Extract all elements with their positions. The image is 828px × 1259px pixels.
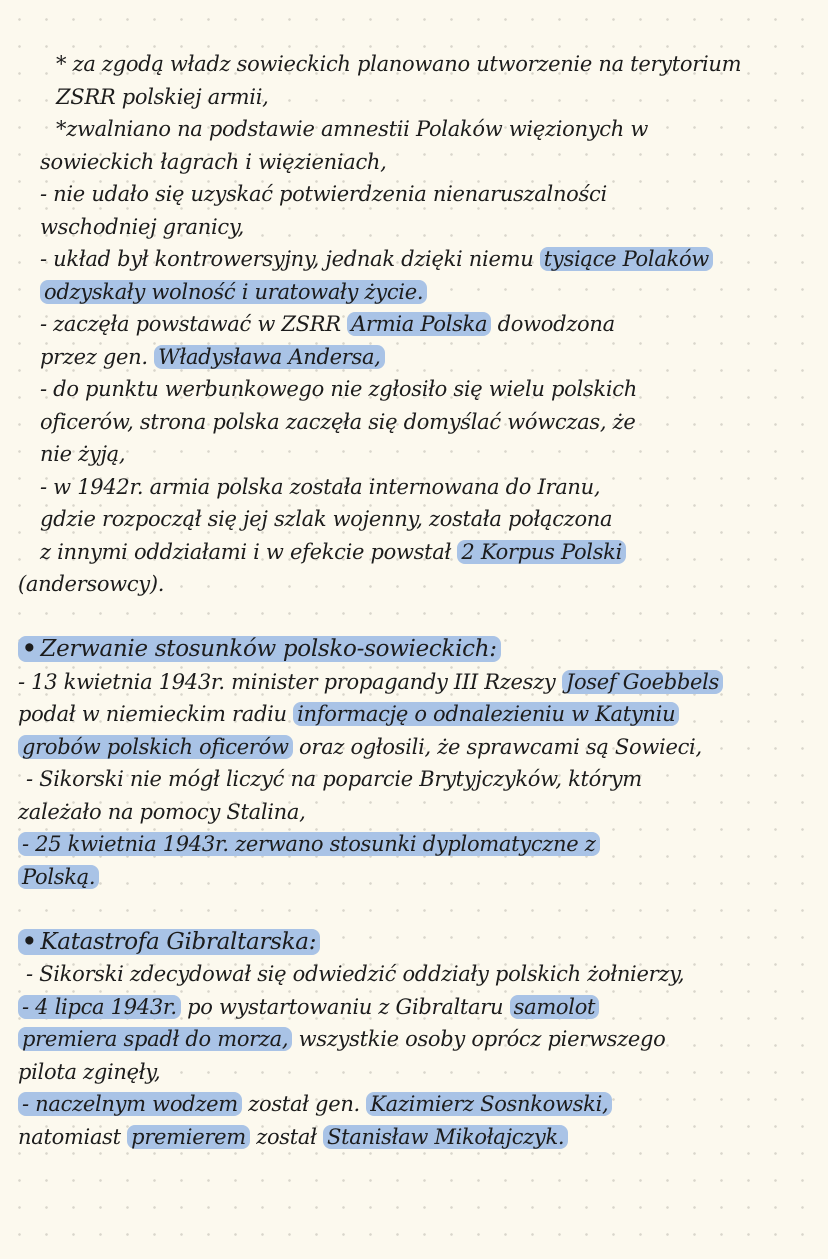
note-line	[18, 828, 798, 861]
note-line	[18, 438, 798, 471]
highlight: informację o odnalezieniu w Katyniu	[293, 702, 679, 726]
text: po wystartowaniu z Gibraltaru	[180, 994, 510, 1019]
text: gdzie rozpoczął się jej szlak wojenny, została połączona	[40, 507, 613, 531]
highlight: Kazimierz Sosnkowski,	[366, 1092, 612, 1116]
text: podał w niemieckim radiu	[18, 702, 294, 726]
note-line	[18, 731, 798, 764]
note-line	[18, 211, 798, 244]
note-line	[18, 471, 798, 504]
text: - Sikorski nie mógł liczyć na poparcie Brytyjczyków, którym	[26, 767, 642, 791]
note-line	[18, 243, 798, 276]
text: wschodniej granicy,	[40, 214, 245, 239]
note-line	[18, 1121, 798, 1154]
note-line	[18, 1056, 798, 1089]
highlight: grobów polskich oficerów	[18, 735, 293, 759]
highlight: 2 Korpus Polski	[457, 540, 626, 564]
text: pilota zginęły,	[18, 1059, 161, 1084]
text: - w 1942r. armia polska została internowana do Iranu,	[40, 474, 601, 499]
note-line	[18, 796, 798, 829]
text: z innymi oddziałami i w efekcie powstał	[40, 539, 458, 564]
note-line	[18, 536, 798, 569]
spacer	[18, 893, 798, 926]
spacer	[18, 601, 798, 634]
text: natomiast	[18, 1124, 128, 1149]
text: sowieckich łagrach i więzieniach,	[40, 149, 387, 174]
highlight: Stanisław Mikołajczyk.	[323, 1125, 568, 1149]
note-line	[18, 341, 798, 374]
note-line	[18, 48, 798, 81]
text: - układ był kontrowersyjny, jednak dzięki niemu	[40, 247, 540, 271]
note-line	[18, 113, 798, 146]
note-line	[18, 698, 798, 731]
highlight: samolot	[510, 995, 600, 1019]
text: ZSRR polskiej armii,	[56, 84, 269, 109]
highlight: Polską.	[18, 865, 99, 889]
text: - do punktu werbunkowego nie zgłosiło się wielu polskich	[40, 377, 637, 401]
text: dowodzona	[491, 312, 615, 336]
note-line	[18, 146, 798, 179]
text: został	[249, 1124, 324, 1149]
text: wszystkie osoby oprócz pierwszego	[292, 1027, 666, 1051]
highlight: tysiące Polaków	[540, 247, 713, 271]
note-line	[18, 1088, 798, 1121]
note-line	[18, 406, 798, 439]
highlight: odzyskały wolność i uratowały życie.	[40, 280, 427, 304]
text: przez gen.	[40, 344, 155, 369]
section-heading	[18, 633, 798, 666]
note-line	[18, 373, 798, 406]
text: oficerów, strona polska zaczęła się domyślać wówczas, że	[40, 409, 636, 434]
note-line	[18, 503, 798, 536]
note-line	[18, 991, 798, 1024]
note-line	[18, 1023, 798, 1056]
note-line	[18, 308, 798, 341]
text: oraz ogłosili, że sprawcami są Sowieci,	[292, 734, 702, 759]
highlight: Josef Goebbels	[562, 670, 723, 694]
text: zależało na pomocy Stalina,	[18, 799, 306, 824]
text: * za zgodą władz sowieckich planowano utworzenie na terytorium	[56, 52, 742, 76]
highlight: - naczelnym wodzem	[18, 1092, 242, 1116]
note-line	[18, 958, 798, 991]
heading-text: Katastrofa Gibraltarska:	[40, 928, 317, 955]
highlight: Armia Polska	[347, 312, 491, 336]
highlight: Władysława Andersa,	[154, 345, 384, 369]
note-line	[18, 81, 798, 114]
text: - nie udało się uzyskać potwierdzenia nienaruszalności	[40, 182, 607, 206]
text: - 13 kwietnia 1943r. minister propagandy III Rzeszy	[18, 669, 562, 694]
heading-text: Zerwanie stosunków polsko-sowieckich:	[40, 636, 497, 662]
text: - zaczęła powstawać w ZSRR	[40, 312, 348, 336]
text: (andersowcy).	[18, 572, 165, 596]
note-line	[18, 178, 798, 211]
text: *zwalniano na podstawie amnestii Polaków więzionych w	[56, 117, 649, 141]
note-line	[18, 861, 798, 894]
highlight: premiera spadł do morza,	[18, 1027, 292, 1051]
note-line	[18, 666, 798, 699]
note-line	[18, 763, 798, 796]
text: - Sikorski zdecydował się odwiedzić oddziały polskich żołnierzy,	[26, 962, 685, 986]
text: został gen.	[241, 1092, 367, 1116]
highlight: premierem	[127, 1125, 250, 1149]
bullet-icon: •	[22, 927, 37, 955]
bullet-icon: •	[22, 635, 37, 662]
section-heading	[18, 926, 798, 959]
highlight: - 4 lipca 1943r.	[18, 995, 181, 1019]
note-line	[18, 276, 798, 309]
note-line	[18, 568, 798, 601]
text: nie żyją,	[40, 442, 126, 466]
highlight: - 25 kwietnia 1943r. zerwano stosunki dyplomatyczne z	[18, 832, 600, 856]
